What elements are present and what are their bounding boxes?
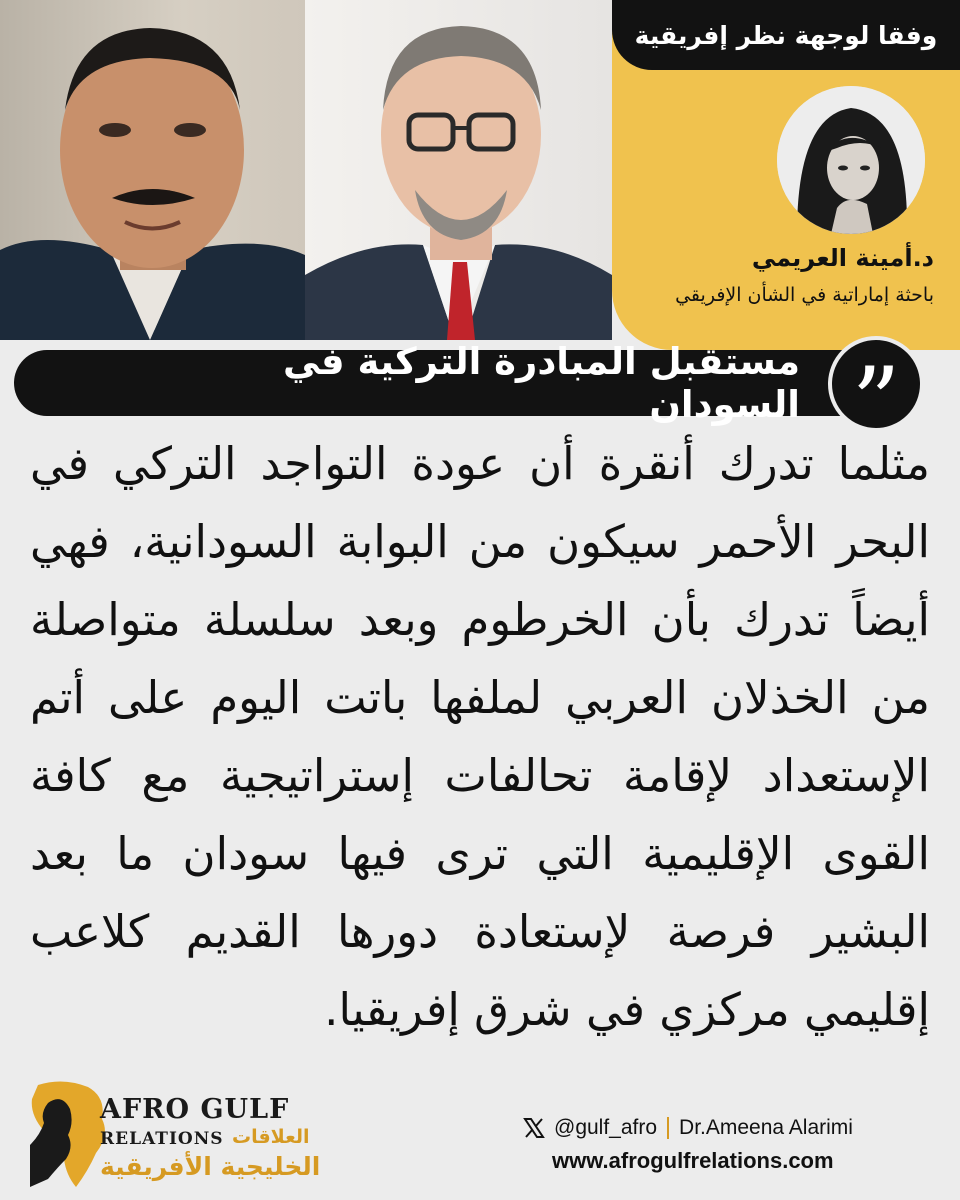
x-logo-icon[interactable] xyxy=(522,1116,546,1140)
author-avatar xyxy=(777,86,925,234)
brand-name: AFRO GULF xyxy=(100,1094,290,1125)
brand-subtitle: RELATIONS xyxy=(100,1129,224,1149)
photo-left-man xyxy=(0,0,305,340)
quote-icon: ” xyxy=(828,336,924,432)
man-portrait-right-icon xyxy=(305,0,612,340)
author-panel xyxy=(612,0,960,350)
footer-social xyxy=(522,1113,853,1143)
website-link[interactable]: www.afrogulfrelations.com xyxy=(552,1148,834,1173)
brand-arabic-line2: الخليجية الأفريقية xyxy=(100,1152,321,1181)
author-role: باحثة إماراتية في الشأن الإفريقي xyxy=(675,284,934,306)
author-latin-name: Dr.Ameena Alarimi xyxy=(679,1116,853,1139)
footer-separator xyxy=(667,1117,669,1139)
article-body: مثلما تدرك أنقرة أن عودة التواجد التركي في البحر الأحمر سيكون من البوابة السودانية، فهي أيضاً تدرك بأن الخرطوم وبعد سلسلة متواصلة من الخذلان العربي لملفها باتت اليوم على أتم الإستعداد لإقامة تحالفات إستراتيجية مع كافة القوى الإقليمية التي ترى فيها سودان ما بعد البشير فرصة لإستعادة دورها القديم كلاعب إقليمي مركزي في شرق إفريقيا. xyxy=(30,437,930,1036)
man-portrait-left-icon xyxy=(0,0,305,340)
social-handle[interactable]: @gulf_afro xyxy=(554,1116,658,1139)
author-portrait-icon xyxy=(777,86,925,234)
brand-arabic-line1: العلاقات xyxy=(232,1126,310,1148)
author-name: د.أمينة العريمي xyxy=(751,244,934,272)
article-title: مستقبل المبادرة التركية في السودان xyxy=(283,340,800,426)
header-photos xyxy=(0,0,612,340)
article-title-bar xyxy=(14,340,920,426)
section-kicker: وفقا لوجهة نظر إفريقية xyxy=(612,0,960,70)
photo-right-man xyxy=(305,0,612,340)
